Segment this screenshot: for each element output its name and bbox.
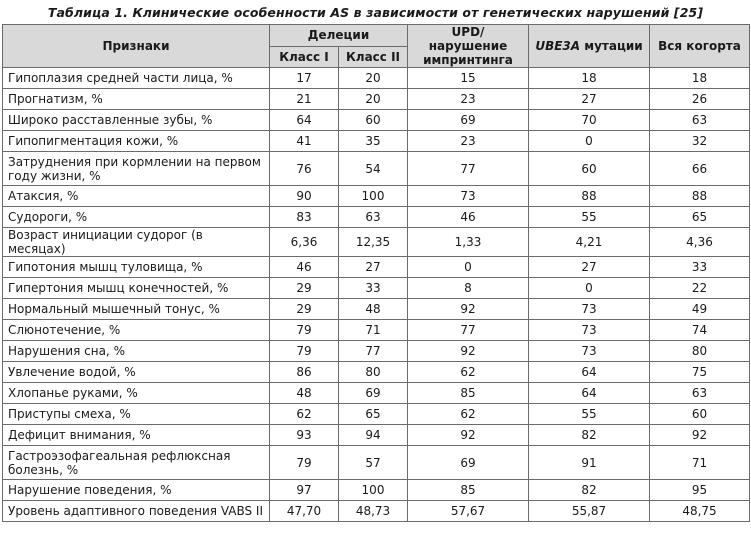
cell-cohort: 26	[650, 89, 750, 110]
cell-cohort: 22	[650, 278, 750, 299]
table-row	[3, 152, 750, 186]
cell-class-2: 33	[339, 278, 408, 299]
row-label: Атаксия, %	[3, 186, 270, 207]
cell-cohort: 80	[650, 341, 750, 362]
cell-cohort: 66	[650, 152, 750, 186]
row-label: Слюнотечение, %	[3, 320, 270, 341]
cell-cohort: 63	[650, 110, 750, 131]
cell-class-1: 86	[270, 362, 339, 383]
row-label: Гипертония мышц конечностей, %	[3, 278, 270, 299]
cell-upd: 85	[408, 480, 529, 501]
table-row	[3, 89, 750, 110]
header-cohort: Вся когорта	[650, 25, 750, 68]
table-row	[3, 425, 750, 446]
table-row	[3, 186, 750, 207]
table-body	[3, 68, 750, 522]
cell-class-1: 79	[270, 320, 339, 341]
cell-class-1: 83	[270, 207, 339, 228]
row-label: Широко расставленные зубы, %	[3, 110, 270, 131]
cell-cohort: 49	[650, 299, 750, 320]
table-row	[3, 257, 750, 278]
row-label: Хлопанье руками, %	[3, 383, 270, 404]
cell-class-2: 48	[339, 299, 408, 320]
cell-cohort: 33	[650, 257, 750, 278]
table-row	[3, 383, 750, 404]
cell-class-1: 21	[270, 89, 339, 110]
cell-class-1: 97	[270, 480, 339, 501]
cell-class-1: 6,36	[270, 228, 339, 257]
cell-class-2: 54	[339, 152, 408, 186]
row-label: Затруднения при кормлении на первом году жизни, %	[3, 152, 270, 186]
cell-class-1: 29	[270, 299, 339, 320]
cell-upd: 0	[408, 257, 529, 278]
row-label: Гастроэзофагеальная рефлюксная болезнь, %	[3, 446, 270, 480]
cell-ube3a: 73	[529, 299, 650, 320]
cell-ube3a: 4,21	[529, 228, 650, 257]
cell-ube3a: 55	[529, 404, 650, 425]
cell-class-2: 20	[339, 68, 408, 89]
cell-class-1: 90	[270, 186, 339, 207]
table-row	[3, 131, 750, 152]
row-label: Уровень адаптивного поведения VABS II	[3, 501, 270, 522]
cell-ube3a: 88	[529, 186, 650, 207]
cell-ube3a: 0	[529, 278, 650, 299]
table-row	[3, 341, 750, 362]
cell-class-2: 65	[339, 404, 408, 425]
table-row	[3, 68, 750, 89]
cell-class-2: 35	[339, 131, 408, 152]
row-label: Нарушения сна, %	[3, 341, 270, 362]
cell-upd: 69	[408, 446, 529, 480]
cell-ube3a: 70	[529, 110, 650, 131]
cell-ube3a: 91	[529, 446, 650, 480]
row-label: Гипопигментация кожи, %	[3, 131, 270, 152]
cell-ube3a: 60	[529, 152, 650, 186]
cell-class-1: 41	[270, 131, 339, 152]
header-upd: UPD/нарушение импринтинга	[408, 25, 529, 68]
row-label: Увлечение водой, %	[3, 362, 270, 383]
cell-cohort: 60	[650, 404, 750, 425]
table-row	[3, 404, 750, 425]
cell-cohort: 88	[650, 186, 750, 207]
cell-upd: 62	[408, 404, 529, 425]
cell-class-2: 27	[339, 257, 408, 278]
header-deletions: Делеции	[270, 25, 408, 47]
cell-upd: 85	[408, 383, 529, 404]
cell-ube3a: 55	[529, 207, 650, 228]
cell-ube3a: 73	[529, 320, 650, 341]
cell-class-1: 62	[270, 404, 339, 425]
table-row	[3, 207, 750, 228]
cell-class-2: 77	[339, 341, 408, 362]
table-row	[3, 362, 750, 383]
cell-class-2: 71	[339, 320, 408, 341]
cell-ube3a: 82	[529, 425, 650, 446]
cell-class-2: 57	[339, 446, 408, 480]
cell-class-1: 79	[270, 446, 339, 480]
cell-cohort: 95	[650, 480, 750, 501]
cell-ube3a: 0	[529, 131, 650, 152]
cell-upd: 1,33	[408, 228, 529, 257]
row-label: Прогнатизм, %	[3, 89, 270, 110]
table-row	[3, 446, 750, 480]
cell-class-1: 79	[270, 341, 339, 362]
cell-upd: 23	[408, 89, 529, 110]
cell-cohort: 74	[650, 320, 750, 341]
cell-ube3a: 18	[529, 68, 650, 89]
cell-ube3a: 55,87	[529, 501, 650, 522]
row-label: Гипоплазия средней части лица, %	[3, 68, 270, 89]
cell-class-1: 29	[270, 278, 339, 299]
cell-cohort: 4,36	[650, 228, 750, 257]
cell-upd: 92	[408, 299, 529, 320]
cell-ube3a: 82	[529, 480, 650, 501]
cell-cohort: 65	[650, 207, 750, 228]
header-class-1: Класс I	[270, 46, 339, 68]
cell-upd: 8	[408, 278, 529, 299]
cell-ube3a: 64	[529, 383, 650, 404]
row-label: Нарушение поведения, %	[3, 480, 270, 501]
row-label: Нормальный мышечный тонус, %	[3, 299, 270, 320]
clinical-features-table	[2, 24, 750, 522]
table-row	[3, 278, 750, 299]
row-label: Возраст инициации судорог (в месяцах)	[3, 228, 270, 257]
cell-cohort: 75	[650, 362, 750, 383]
row-label: Приступы смеха, %	[3, 404, 270, 425]
header-ube3a-suffix: мутации	[580, 39, 643, 53]
cell-class-1: 46	[270, 257, 339, 278]
cell-class-1: 47,70	[270, 501, 339, 522]
cell-ube3a: 27	[529, 257, 650, 278]
table-row	[3, 299, 750, 320]
header-features: Признаки	[3, 25, 270, 68]
table-caption: Таблица 1. Клинические особенности AS в зависимости от генетических нарушений [25]	[47, 4, 704, 20]
cell-class-1: 64	[270, 110, 339, 131]
cell-cohort: 48,75	[650, 501, 750, 522]
cell-class-2: 20	[339, 89, 408, 110]
cell-upd: 69	[408, 110, 529, 131]
header-class-2: Класс II	[339, 46, 408, 68]
cell-class-2: 100	[339, 186, 408, 207]
cell-ube3a: 64	[529, 362, 650, 383]
cell-class-1: 93	[270, 425, 339, 446]
cell-class-2: 60	[339, 110, 408, 131]
cell-class-2: 69	[339, 383, 408, 404]
cell-ube3a: 73	[529, 341, 650, 362]
cell-class-2: 12,35	[339, 228, 408, 257]
cell-cohort: 63	[650, 383, 750, 404]
cell-class-2: 100	[339, 480, 408, 501]
cell-upd: 23	[408, 131, 529, 152]
row-label: Судороги, %	[3, 207, 270, 228]
table-row	[3, 110, 750, 131]
header-ube3a	[529, 25, 650, 68]
table-row	[3, 501, 750, 522]
cell-upd: 46	[408, 207, 529, 228]
cell-ube3a: 27	[529, 89, 650, 110]
table-row	[3, 320, 750, 341]
cell-class-2: 63	[339, 207, 408, 228]
cell-upd: 15	[408, 68, 529, 89]
table-row	[3, 228, 750, 257]
cell-upd: 73	[408, 186, 529, 207]
table-row	[3, 480, 750, 501]
cell-class-2: 94	[339, 425, 408, 446]
cell-upd: 77	[408, 152, 529, 186]
cell-upd: 92	[408, 341, 529, 362]
cell-upd: 57,67	[408, 501, 529, 522]
header-ube3a-gene: UBE3A	[535, 39, 581, 53]
cell-class-1: 17	[270, 68, 339, 89]
cell-class-2: 48,73	[339, 501, 408, 522]
cell-cohort: 18	[650, 68, 750, 89]
cell-upd: 92	[408, 425, 529, 446]
cell-cohort: 32	[650, 131, 750, 152]
row-label: Гипотония мышц туловища, %	[3, 257, 270, 278]
cell-class-1: 76	[270, 152, 339, 186]
cell-upd: 62	[408, 362, 529, 383]
row-label: Дефицит внимания, %	[3, 425, 270, 446]
cell-class-2: 80	[339, 362, 408, 383]
cell-upd: 77	[408, 320, 529, 341]
cell-cohort: 71	[650, 446, 750, 480]
cell-class-1: 48	[270, 383, 339, 404]
cell-cohort: 92	[650, 425, 750, 446]
